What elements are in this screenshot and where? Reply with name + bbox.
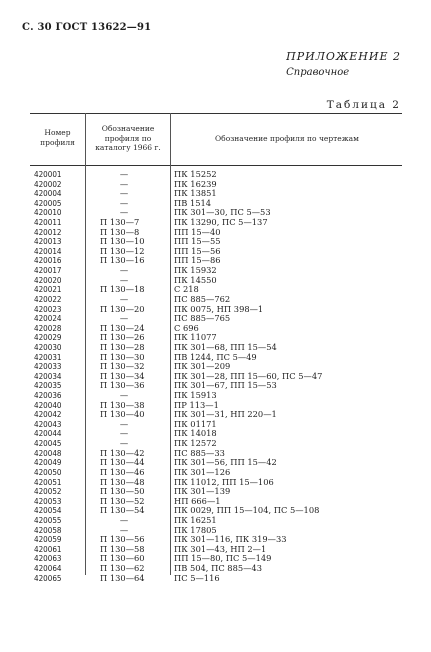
profile-number-cell: 420044	[34, 429, 62, 439]
drawing-designation-cell: ПП 15—55	[174, 236, 221, 247]
profile-number-cell: 420061	[34, 544, 62, 554]
drawing-designation-cell: ПК 11012, ПП 15—106	[174, 476, 274, 487]
column-header-catalog: Обозначение профиля по каталогу 1966 г.	[95, 124, 161, 152]
profile-number-cell: 420033	[34, 362, 62, 372]
drawing-designation-cell: ПК 12572	[174, 438, 217, 449]
drawing-designation-cell: ПК 301—126	[174, 466, 231, 477]
profile-number-cell: 420016	[34, 256, 62, 266]
catalog-designation-cell: П 130—42	[100, 447, 145, 458]
table-row	[0, 189, 431, 199]
catalog-designation-cell: П 130—34	[100, 370, 145, 381]
catalog-designation-cell: —	[119, 188, 129, 199]
profile-number-cell: 420013	[34, 237, 62, 247]
page-header: С. 30 ГОСТ 13622—91	[22, 22, 152, 33]
drawing-designation-cell: ПВ 504, ПС 885—43	[174, 562, 262, 573]
drawing-designation-cell: ПК 16251	[174, 514, 217, 525]
appendix-block	[286, 50, 401, 78]
catalog-designation-cell: П 130—62	[100, 562, 145, 573]
profile-number-cell: 420055	[34, 515, 62, 525]
profile-number-cell: 420028	[34, 323, 62, 333]
drawing-designation-cell: ПК 17805	[174, 524, 217, 535]
profile-number-cell: 420052	[34, 487, 62, 497]
table-body	[0, 170, 431, 583]
drawing-designation-cell: ПК 301—30, ПС 5—53	[174, 207, 271, 218]
catalog-designation-cell: —	[119, 438, 129, 449]
drawing-designation-cell: ПР 113—1	[174, 399, 219, 410]
profile-number-cell: 420035	[34, 381, 62, 391]
profile-number-cell: 420064	[34, 563, 62, 573]
profile-number-cell: 420040	[34, 400, 62, 410]
drawing-designation-cell: ПК 301—209	[174, 361, 231, 372]
catalog-designation-cell: П 130—50	[100, 486, 145, 497]
drawing-designation-cell: ПК 15913	[174, 390, 217, 401]
drawing-designation-cell: ПК 13290, ПС 5—137	[174, 217, 268, 228]
catalog-designation-cell: П 130—46	[100, 466, 145, 477]
profile-number-cell: 420042	[34, 410, 62, 420]
catalog-designation-cell: —	[119, 265, 129, 276]
drawing-designation-cell: НП 666—1	[174, 495, 221, 506]
profile-number-cell: 420043	[34, 419, 62, 429]
column-header-drawing: Обозначение профиля по чертежам	[215, 134, 359, 143]
drawing-designation-cell: ПК 301—43, НП 2—1	[174, 543, 267, 554]
catalog-designation-cell: П 130—10	[100, 236, 145, 247]
drawing-designation-cell: ПС 885—762	[174, 293, 231, 304]
drawing-designation-cell: ПВ 1244, ПС 5—49	[174, 351, 257, 362]
drawing-designation-cell: ПК 16239	[174, 178, 217, 189]
catalog-designation-cell: —	[119, 293, 129, 304]
catalog-designation-cell: П 130—20	[100, 303, 145, 314]
profile-number-cell: 420004	[34, 189, 62, 199]
catalog-designation-cell: П 130—32	[100, 361, 145, 372]
profile-number-cell: 420059	[34, 535, 62, 545]
profile-number-cell: 420014	[34, 246, 62, 256]
profile-number-cell: 420058	[34, 525, 62, 535]
catalog-designation-cell: П 130—44	[100, 457, 145, 468]
profile-number-cell: 420036	[34, 391, 62, 401]
catalog-designation-cell: —	[119, 207, 129, 218]
catalog-designation-cell: П 130—36	[100, 380, 145, 391]
drawing-designation-cell: ПП 15—86	[174, 255, 221, 266]
catalog-designation-cell: П 130—12	[100, 245, 145, 256]
catalog-designation-cell: —	[119, 313, 129, 324]
profile-number-cell: 420021	[34, 285, 62, 295]
drawing-designation-cell: ПК 301—56, ПП 15—42	[174, 457, 277, 468]
catalog-designation-cell: П 130—16	[100, 255, 145, 266]
drawing-designation-cell: ПС 885—33	[174, 447, 225, 458]
drawing-designation-cell: ПК 301—139	[174, 486, 231, 497]
catalog-designation-cell: П 130—58	[100, 543, 145, 554]
profile-number-cell: 420053	[34, 496, 62, 506]
profile-number-cell: 420051	[34, 477, 62, 487]
table-title: Таблица 2	[326, 99, 401, 111]
profile-number-cell: 420001	[34, 170, 62, 179]
profile-number-cell: 420050	[34, 467, 62, 477]
drawing-designation-cell: ПС 885—765	[174, 313, 231, 324]
profile-number-cell: 420023	[34, 304, 62, 314]
drawing-designation-cell: ПК 301—31, НП 220—1	[174, 409, 277, 420]
drawing-designation-cell: ПК 11077	[174, 332, 217, 343]
drawing-designation-cell: ПК 301—116, ПК 319—33	[174, 534, 287, 545]
profile-number-cell: 420005	[34, 198, 62, 208]
drawing-designation-cell: ПК 14550	[174, 274, 217, 285]
drawing-designation-cell: ПК 15252	[174, 169, 217, 179]
drawing-designation-cell: ПС 5—116	[174, 572, 220, 583]
drawing-designation-cell: ПК 301—67, ПП 15—53	[174, 380, 277, 391]
catalog-designation-cell: П 130—54	[100, 505, 145, 516]
profile-number-cell: 420022	[34, 294, 62, 304]
drawing-designation-cell: С 696	[174, 322, 199, 333]
catalog-designation-cell: П 130—24	[100, 322, 145, 333]
drawing-designation-cell: ПП 15—56	[174, 245, 221, 256]
catalog-designation-cell: —	[119, 197, 129, 208]
column-header-number: Номер профиля	[40, 128, 75, 147]
catalog-designation-cell: П 130—30	[100, 351, 145, 362]
table-row	[0, 276, 431, 286]
drawing-designation-cell: ПК 14018	[174, 428, 217, 439]
drawing-designation-cell: ПП 15—40	[174, 226, 221, 237]
drawing-designation-cell: ПК 01171	[174, 418, 217, 429]
profile-number-cell: 420063	[34, 554, 62, 564]
appendix-title: ПРИЛОЖЕНИЕ 2	[286, 50, 401, 63]
catalog-designation-cell: П 130—48	[100, 476, 145, 487]
catalog-designation-cell: П 130—40	[100, 409, 145, 420]
drawing-designation-cell: ПК 301—68, ПП 15—54	[174, 341, 277, 352]
catalog-designation-cell: П 130—60	[100, 553, 145, 564]
catalog-designation-cell: П 130—38	[100, 399, 145, 410]
drawing-designation-cell: С 218	[174, 284, 199, 295]
profile-number-cell: 420045	[34, 439, 62, 449]
catalog-designation-cell: П 130—18	[100, 284, 145, 295]
profile-number-cell: 420011	[34, 218, 62, 228]
drawing-designation-cell: ПК 13851	[174, 188, 217, 199]
catalog-designation-cell: —	[119, 428, 129, 439]
drawing-designation-cell: ПВ 1514	[174, 197, 212, 208]
drawing-designation-cell: ПП 15—80, ПС 5—149	[174, 553, 272, 564]
table-row	[0, 314, 431, 324]
catalog-designation-cell: П 130—26	[100, 332, 145, 343]
drawing-designation-cell: ПК 301—28, ПП 15—60, ПС 5—47	[174, 370, 323, 381]
profile-number-cell: 420020	[34, 275, 62, 285]
profile-number-cell: 420002	[34, 179, 62, 189]
drawing-designation-cell: ПК 0075, НП 398—1	[174, 303, 264, 314]
catalog-designation-cell: —	[119, 514, 129, 525]
catalog-designation-cell: —	[119, 178, 129, 189]
catalog-designation-cell: П 130—28	[100, 341, 145, 352]
catalog-designation-cell: П 130—8	[100, 226, 140, 237]
profile-number-cell: 420034	[34, 371, 62, 381]
catalog-designation-cell: —	[119, 390, 129, 401]
profile-number-cell: 420029	[34, 333, 62, 343]
profile-number-cell: 420048	[34, 448, 62, 458]
catalog-designation-cell: П 130—56	[100, 534, 145, 545]
catalog-designation-cell: П 130—7	[100, 217, 140, 228]
profile-number-cell: 420054	[34, 506, 62, 516]
profile-number-cell: 420017	[34, 266, 62, 276]
profile-number-cell: 420031	[34, 352, 62, 362]
profile-number-cell: 420049	[34, 458, 62, 468]
drawing-designation-cell: ПК 0029, ПП 15—104, ПС 5—108	[174, 505, 320, 516]
catalog-designation-cell: —	[119, 418, 129, 429]
profile-number-cell: 420024	[34, 314, 62, 324]
profile-number-cell: 420012	[34, 227, 62, 237]
catalog-designation-cell: П 130—52	[100, 495, 145, 506]
catalog-designation-cell: —	[119, 274, 129, 285]
catalog-designation-cell: —	[119, 524, 129, 535]
catalog-designation-cell: П 130—64	[100, 572, 145, 583]
profile-number-cell: 420030	[34, 342, 62, 352]
drawing-designation-cell: ПК 15932	[174, 265, 217, 276]
appendix-subtitle: Справочное	[286, 67, 350, 78]
profile-number-cell: 420065	[34, 573, 62, 583]
profile-number-cell: 420010	[34, 208, 62, 218]
table-row	[0, 574, 431, 584]
catalog-designation-cell: —	[119, 169, 129, 179]
